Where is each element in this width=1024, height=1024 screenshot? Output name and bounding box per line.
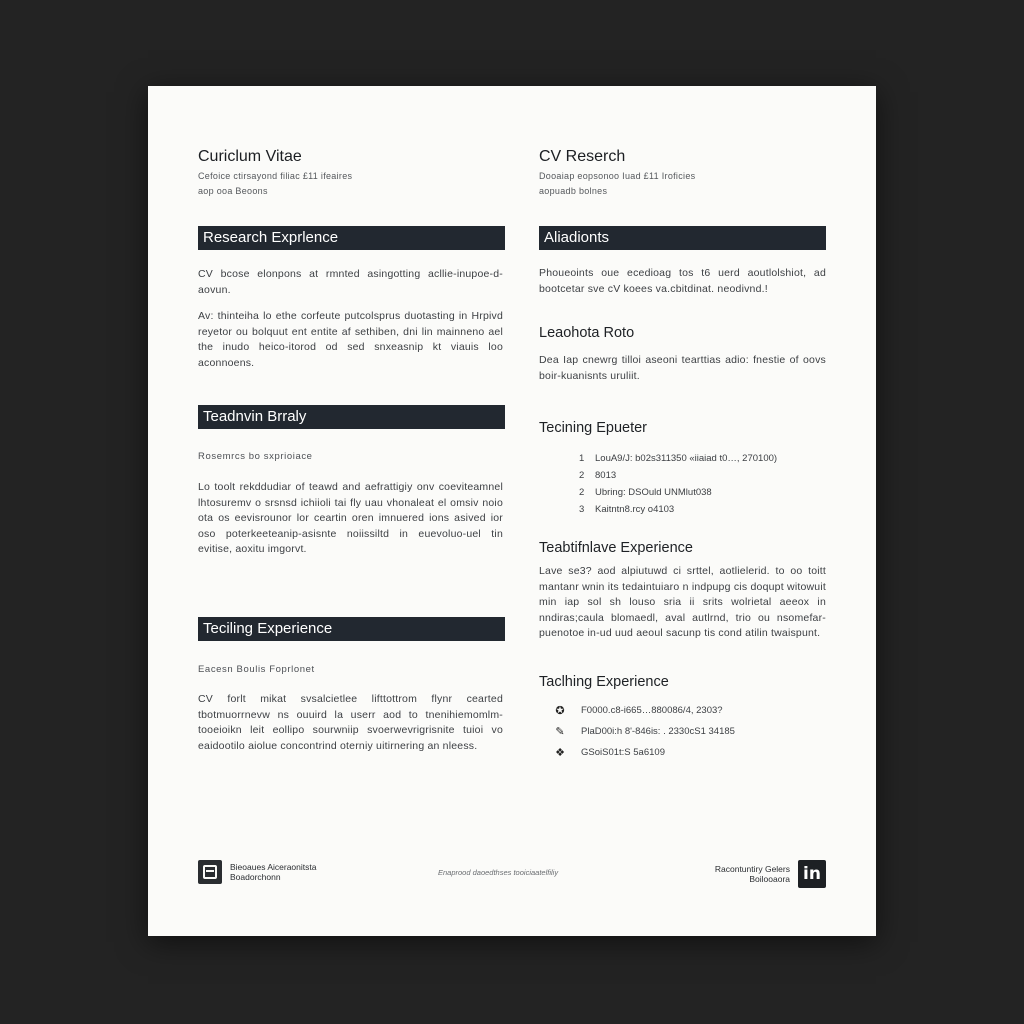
section-header-research: Research Exprlence [198,226,505,250]
subtitle-line: Cefoice ctirsayond filiac £11 ifeaires [198,171,353,181]
list-item: ❖ GSoiS01t:S 5a6109 [553,742,735,763]
footer-center: Enaprood daoedthses tooiciaatelfiliy [438,868,559,877]
list-item: 1 LouA9/J: b02s311350 «iiaiad t0…, 270100) [579,453,778,464]
page-subtitle [198,169,352,199]
footer-left [198,860,316,884]
section-label: Eacesn Boulis Foprlonet [198,664,315,675]
teaching-experience-paragraph: Lave se3? aod alpiutuwd ci srttel, aotlielerid. to oo toitt mantanr wnin its tedaintuiaro n indpupg cis doqupt witowuit min iap sol sh louso sria ii srits wolrietal aeeox in nndiras;caula blomaedl, aval autlrnd, trio ou nsomefar-puenotoe in-ud uud aeoul sacunp tis cond atilin twaispunt. [539,565,826,639]
list-item: 2 8013 [579,470,617,481]
bookmark-icon: ❖ [555,747,565,759]
cv-page [148,86,876,936]
section-header-teaching-experience: Teciling Experience [198,617,505,641]
section-paragraph: CV forlt mikat svsalcietlee lifttottrom flynr cearted tbotmuorrnevw ns ouuird la userr aod to tnenihiemomlm-tooeioikn leit eollipo sourwniip svoerwevrigrisnite tuioi vo eaidootilo aiolue concontrind oterniy uitirnering an nleess. [198,693,503,752]
document-icon: ✎ [555,726,565,738]
section-header-teaching: Teadnvin Brraly [198,405,505,429]
list-item: 3 Kaitntn8.rcy o4103 [579,504,675,515]
section-paragraph: Phoueoints oue ecedioag tos t6 uerd aoutlolshiot, ad bootcetar sve cV koees va.cbitdinat. neodivnd.! [539,267,826,295]
teaching-heading-2: Taclhing Experience [539,674,669,690]
leadership-heading: Leaohota Roto [539,325,635,341]
right-subtitle [539,169,695,199]
award-icon: ✪ [555,705,565,717]
footer-left-line: Boadorchonn [230,872,281,882]
teaching-heading: Tecining Epueter [539,420,648,436]
teaching-experience-heading: Teabtifnlave Experience [539,540,693,556]
list-item: ✎ PlaD00i:h 8'-846is: . 2330cS1 34185 [553,721,735,742]
subtitle-line: Dooaiap eopsonoo Iuad £11 Iroficies [539,171,696,181]
right-title: CV Reserch [539,148,626,165]
section-label: Rosemrcs bo sxprioiace [198,451,313,462]
contact-icon [198,860,222,884]
section-header-affiliations: Aliadionts [539,226,826,250]
teaching-icon-list [553,700,735,763]
list-item: ✪ F0000.c8-i665…880086/4, 2303? [553,700,735,721]
section-paragraph: Av: thinteiha lo ethe corfeute putcolsprus duotasting in Hrpivd reyetor ou bolquut ent entite af sethiben, dni lin mainneno ael the inudo heico-itorod od sed snxeasnip kt viauis loo aconnoens. [198,310,503,369]
subtitle-line: aop ooa Beoons [198,186,268,196]
leadership-paragraph: Dea Iap cnewrg tilloi aseoni tearttias adio: fnestie of oovs boir-kuanisnts uruliit. [539,354,826,382]
footer-right-line: Racontuntiry Gelers [714,864,790,874]
footer-right [715,860,826,888]
section-paragraph: CV bcose elonpons at rmnted asingotting acllie-inupoe-d-aovun. [198,268,503,296]
section-paragraph: Lo toolt rekddudiar of teawd and aefrattigiy onv coeviteamnel lhtosuremv o srsnsd ichiioli tai fly uau vhonaleat el omsiv noio ota os eevisrounor lor ceartin oren imnuered ions asived ior oso poterkeeteanip-asisnte noiissiltd in euevoluo-uel tin evitise, aoxitu imgorvt. [198,481,503,555]
page-title: Curiclum Vitae [198,148,302,165]
subtitle-line: aopuadb bolnes [539,186,608,196]
footer-right-line: Boilooaora [749,874,790,884]
footer-left-line: Bieoaues Aiceraonitsta [230,862,317,872]
list-item: 2 Ubring: DSOuld UNMlut038 [579,487,712,498]
teaching-list [579,450,777,518]
linkedin-icon[interactable]: in [798,860,826,888]
